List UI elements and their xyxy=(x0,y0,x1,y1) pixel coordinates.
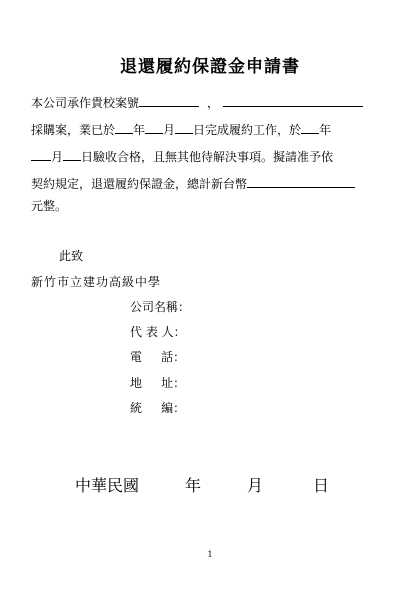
body-line-2 xyxy=(31,121,331,138)
complete-month-blank[interactable] xyxy=(145,121,163,134)
accept-year-blank[interactable] xyxy=(301,121,319,134)
document-title: 退還履約保證金申請書 xyxy=(120,57,300,77)
case-name-blank[interactable] xyxy=(223,94,363,107)
address-field: 地 址： xyxy=(130,376,186,390)
recipient: 新竹市立建功高級中學 xyxy=(31,275,162,289)
year-label-2: 年 xyxy=(319,123,332,137)
comma: ， xyxy=(207,96,220,110)
completed-text: 日完成履約工作，於 xyxy=(193,123,302,137)
accept-day-blank[interactable] xyxy=(63,148,81,161)
tax-id-field: 統 編： xyxy=(130,401,186,415)
accepted-text: 日驗收合格，且無其他待解決事項。擬請准予依 xyxy=(81,150,334,164)
refund-text: 契約規定，退還履約保證金，總計新台幣 xyxy=(31,177,248,191)
case-number-blank[interactable] xyxy=(139,94,199,107)
body-line-3 xyxy=(31,148,333,165)
amount-suffix: 元整。 xyxy=(31,199,68,213)
date-era: 中華民國 xyxy=(75,476,140,495)
procurement-text: 採購案，業已於 xyxy=(31,123,116,137)
body-line-1 xyxy=(31,94,363,111)
accept-month-blank[interactable] xyxy=(31,148,51,161)
representative-field: 代 表 人： xyxy=(130,325,186,339)
date-line xyxy=(75,473,329,496)
body-line-5 xyxy=(31,198,67,214)
salutation: 此致 xyxy=(59,249,84,263)
amount-blank[interactable] xyxy=(247,175,355,188)
body-line-4 xyxy=(31,175,355,192)
date-day: 日 xyxy=(313,476,330,495)
case-number-label: 本公司承作貴校案號 xyxy=(31,96,140,110)
year-label: 年 xyxy=(133,123,146,137)
phone-field: 電 話： xyxy=(130,350,186,364)
date-year: 年 xyxy=(185,476,202,495)
page-number: 1 xyxy=(207,550,213,559)
company-name-field: 公司名稱： xyxy=(130,300,191,314)
date-month: 月 xyxy=(247,476,264,495)
month-label: 月 xyxy=(163,123,176,137)
complete-year-blank[interactable] xyxy=(115,121,133,134)
month-label-2: 月 xyxy=(51,150,64,164)
complete-day-blank[interactable] xyxy=(175,121,193,134)
